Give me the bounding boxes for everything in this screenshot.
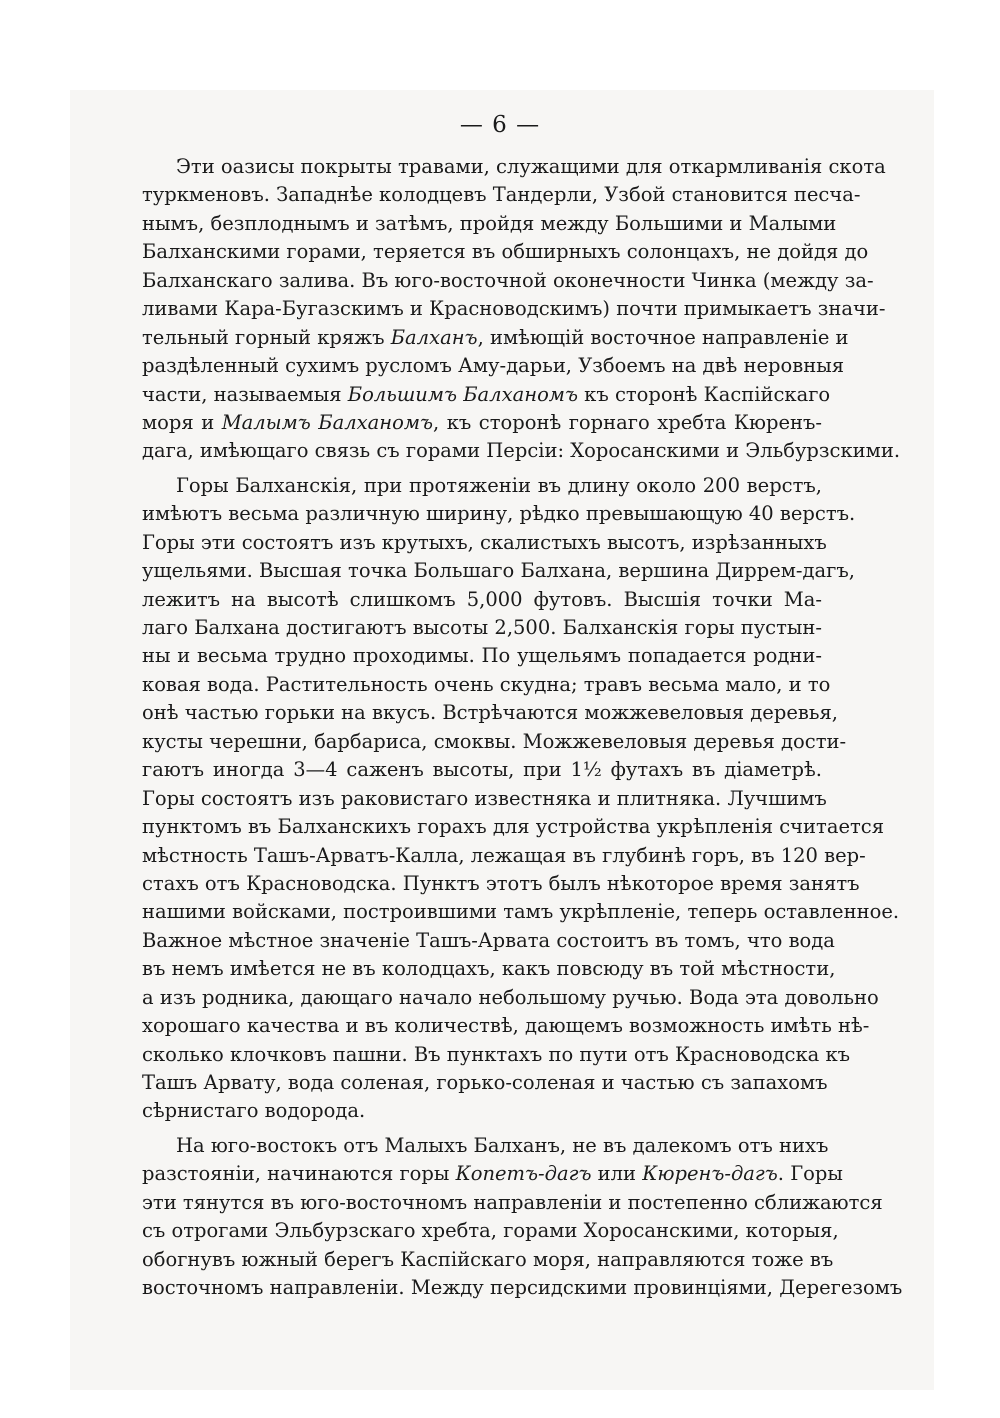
- italic-term: Балханъ: [390, 325, 478, 349]
- line-text: дага, имѣющаго связь съ горами Персіи: Хоросанскими и Эльбурзскими.: [142, 439, 901, 463]
- line-text: кусты черешни, барбариса, смоквы. Можжевеловыя деревья дости-: [142, 729, 847, 753]
- text-line: [142, 529, 827, 557]
- line-text: сколько клочковъ пашни. Въ пунктахъ по пути отъ Красноводска къ: [142, 1042, 851, 1066]
- line-text: хорошаго качества и въ количествѣ, дающемъ возможность имѣть нѣ-: [142, 1014, 870, 1038]
- line-text: Горы состоятъ изъ раковистаго известняка и плитняка. Лучшимъ: [142, 786, 827, 810]
- text-line: [142, 352, 845, 380]
- line-text: , имѣющій восточное направленіе и: [477, 325, 849, 349]
- text-line: [142, 984, 879, 1012]
- text-line: [142, 614, 822, 642]
- text-body: [142, 153, 903, 1303]
- line-text: ковая вода. Растительность очень скудна; травъ весьма мало, и то: [142, 672, 831, 696]
- paragraph: [142, 153, 901, 466]
- line-text: лежитъ на высотѣ слишкомъ 5,000 футовъ. Высшія точки Ма-: [142, 587, 822, 611]
- text-line: [142, 238, 869, 266]
- text-line: [142, 842, 866, 870]
- line-text: Балханскаго залива. Въ юго-восточной оконечности Чинка (между за-: [142, 268, 874, 292]
- line-text: раздѣленный сухимъ русломъ Аму-дарьи, Узбоемъ на двѣ неровныя: [142, 354, 845, 378]
- line-text: обогнувъ южный берегъ Каспійскаго моря, направляются тоже въ: [142, 1247, 834, 1271]
- text-line: [142, 472, 822, 500]
- line-text: части, называемыя: [142, 382, 348, 406]
- line-text: къ сторонѣ Каспійскаго: [577, 382, 831, 406]
- line-text: ущельями. Высшая точка Большаго Балхана, вершина Диррем-дагъ,: [142, 559, 855, 583]
- line-text: Балханскими горами, теряется въ обширныхъ солонцахъ, не дойдя до: [142, 240, 869, 264]
- text-line: [142, 409, 822, 437]
- line-text: Эти оазисы покрыты травами, служащими для откармливанія скота: [176, 155, 886, 178]
- italic-term: Малымъ Балханомъ: [221, 410, 433, 434]
- line-text: разстояніи, начинаются горы: [142, 1162, 456, 1186]
- text-line: [142, 699, 838, 727]
- text-line: [142, 500, 856, 528]
- text-line: [142, 756, 822, 784]
- text-line: [142, 210, 837, 238]
- text-line: [142, 898, 900, 926]
- line-text: стахъ отъ Красноводска. Пунктъ этотъ былъ нѣкоторое время занятъ: [142, 871, 860, 895]
- text-line: [142, 586, 822, 614]
- line-text: мѣстность Ташъ-Арватъ-Калла, лежащая въ глубинѣ горъ, въ 120 вер-: [142, 843, 866, 867]
- text-line: [142, 1246, 834, 1274]
- text-line: [142, 927, 835, 955]
- paragraph: [142, 472, 900, 1126]
- line-text: тельный горный кряжъ: [142, 325, 391, 349]
- text-line: [142, 1012, 870, 1040]
- line-text: туркменовъ. Западнѣе колодцевъ Тандерли, Узбой становится песча-: [142, 183, 861, 207]
- line-text: или: [591, 1162, 643, 1186]
- text-line: [142, 181, 861, 209]
- line-text: Ташъ Арвату, вода соленая, горько-соленая и частью съ запахомъ: [142, 1071, 828, 1094]
- line-text: пунктомъ въ Балханскихъ горахъ для устройства укрѣпленія считается: [142, 815, 885, 839]
- text-line: [142, 1189, 883, 1217]
- text-line: [142, 785, 827, 813]
- text-line: [142, 642, 822, 670]
- line-text: ны и весьма трудно проходимы. По ущельямъ попадается родни-: [142, 644, 822, 668]
- text-line: [142, 1160, 843, 1188]
- line-text: сѣрнистаго водорода.: [142, 1099, 366, 1123]
- line-text: эти тянутся въ юго-восточномъ направленіи и постепенно сближаются: [142, 1190, 883, 1214]
- text-line: [142, 813, 885, 841]
- text-line: [142, 437, 901, 465]
- text-line: [142, 295, 886, 323]
- line-text: имѣютъ весьма различную ширину, рѣдко превышающую 40 верстъ.: [142, 502, 856, 526]
- text-line: [142, 557, 855, 585]
- line-text: лаго Балхана достигаютъ высоты 2,500. Балханскія горы пустын-: [142, 616, 822, 639]
- line-text: Горы эти состоятъ изъ крутыхъ, скалистыхъ высотъ, изрѣзанныхъ: [142, 530, 827, 554]
- text-line: [142, 1069, 828, 1097]
- line-text: ливами Кара-Бугазскимъ и Красноводскимъ) почти примыкаетъ значи-: [142, 297, 886, 321]
- line-text: въ немъ имѣется не въ колодцахъ, какъ повсюду въ той мѣстности,: [142, 957, 836, 981]
- line-text: восточномъ направленіи. Между персидскими провинціями, Дерегезомъ: [142, 1276, 903, 1300]
- italic-term: Кюренъ-дагъ: [642, 1162, 778, 1186]
- text-line: [142, 1274, 903, 1302]
- text-line: [142, 870, 860, 898]
- line-text: . Горы: [777, 1162, 843, 1186]
- text-line: [142, 381, 831, 409]
- line-text: нашими войсками, построившими тамъ укрѣпленіе, теперь оставленное.: [142, 900, 900, 924]
- line-text: , къ сторонѣ горнаго хребта Кюренъ-: [433, 410, 822, 434]
- line-text: съ отрогами Эльбурзскаго хребта, горами Хоросанскими, которыя,: [142, 1219, 839, 1243]
- italic-term: Копетъ-дагъ: [455, 1162, 592, 1186]
- text-line: [142, 267, 874, 295]
- text-line: [142, 1132, 829, 1160]
- text-line: [142, 153, 886, 181]
- line-text: а изъ родника, дающаго начало небольшому ручью. Вода эта довольно: [142, 985, 879, 1009]
- text-line: [142, 728, 847, 756]
- line-text: нымъ, безплоднымъ и затѣмъ, пройдя между Большими и Малыми: [142, 211, 837, 235]
- line-text: моря и: [142, 410, 222, 434]
- paragraph: [142, 1132, 903, 1303]
- text-line: [142, 1097, 822, 1125]
- line-text: На юго-востокъ отъ Малыхъ Балханъ, не въ далекомъ отъ нихъ: [176, 1133, 829, 1157]
- italic-term: Большимъ Балханомъ: [347, 382, 578, 406]
- text-line: [142, 1041, 851, 1069]
- line-text: Горы Балханскія, при протяженіи въ длину около 200 верстъ,: [176, 473, 822, 497]
- text-line: [142, 955, 836, 983]
- text-line: [142, 671, 831, 699]
- page-number: — 6 —: [459, 112, 541, 138]
- line-text: гаютъ иногда 3—4 саженъ высоты, при 1½ футахъ въ діаметрѣ.: [142, 758, 822, 782]
- text-line: [142, 324, 849, 352]
- line-text: Важное мѣстное значеніе Ташъ-Арвата состоитъ въ томъ, что вода: [142, 928, 835, 952]
- line-text: онѣ частью горьки на вкусъ. Встрѣчаются можжевеловыя деревья,: [142, 701, 838, 725]
- text-line: [142, 1217, 839, 1245]
